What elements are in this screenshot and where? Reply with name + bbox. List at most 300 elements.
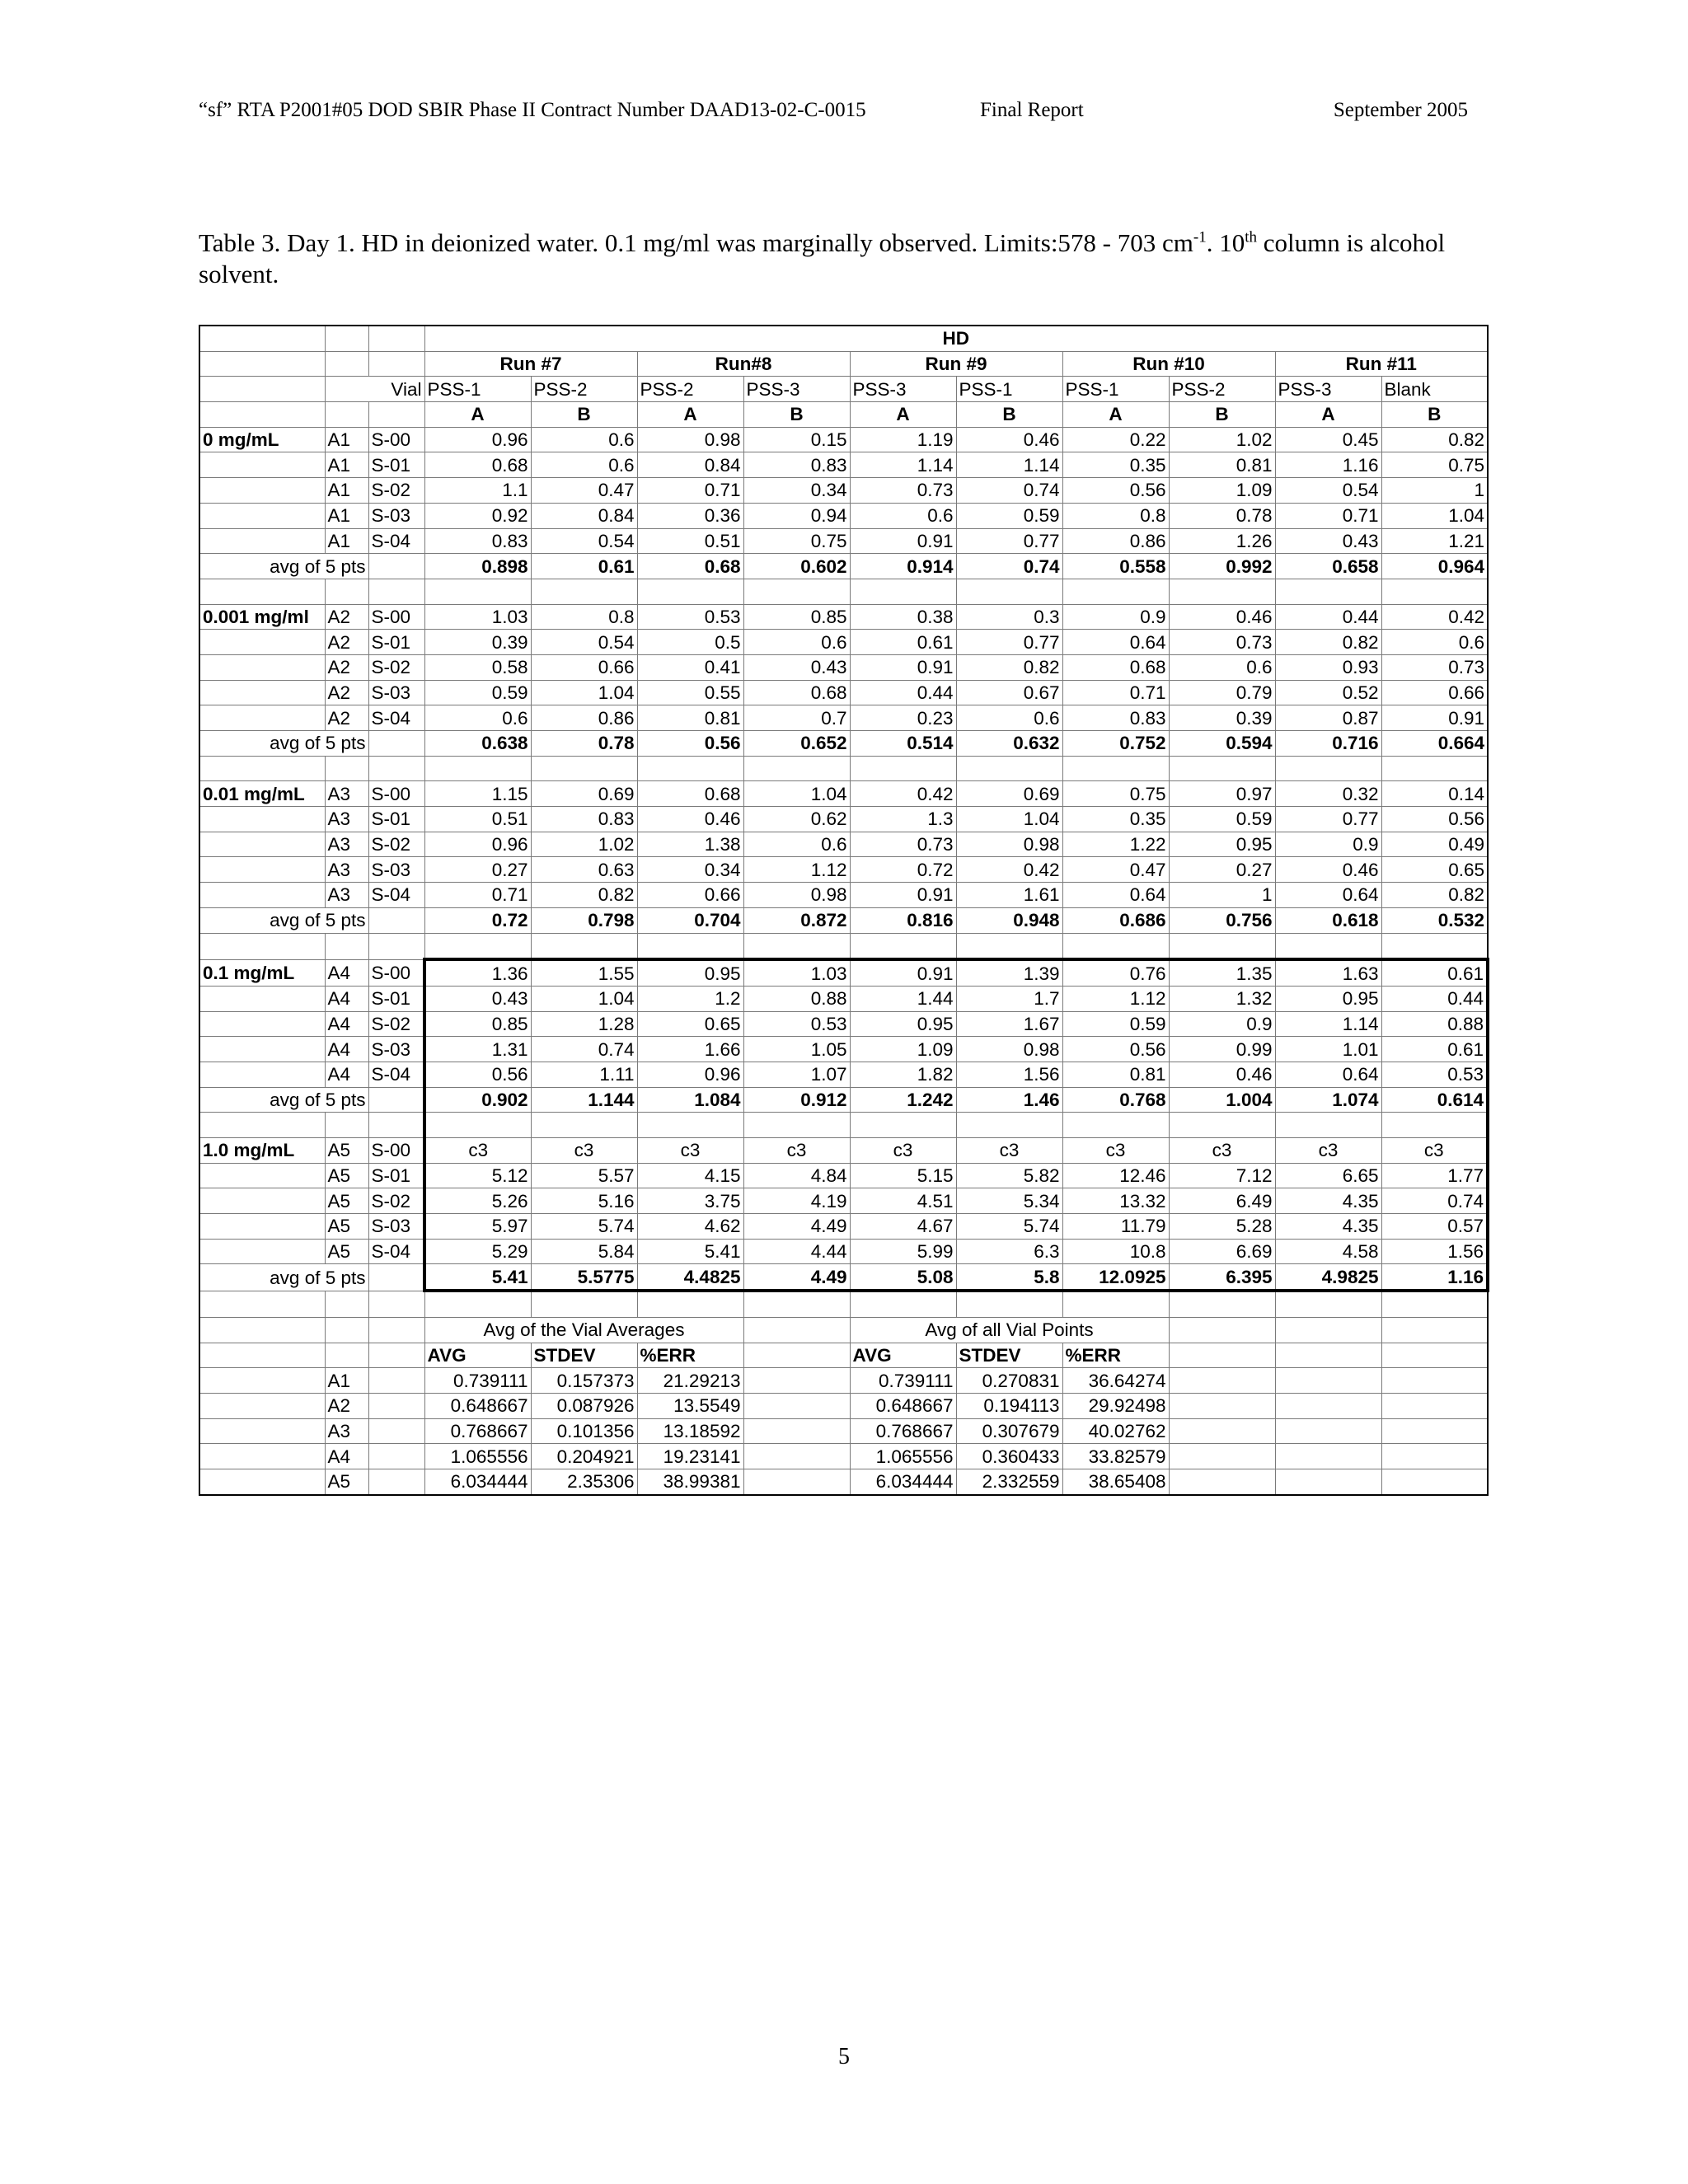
vial-id: A3 [325, 781, 368, 807]
empty-cell [199, 1343, 325, 1368]
empty-cell [325, 326, 368, 351]
empty-cell [1381, 756, 1488, 781]
caption-superscript: -1 [1193, 228, 1207, 246]
empty-cell [199, 654, 325, 680]
value-cell: 4.58 [1275, 1239, 1381, 1264]
sample-id: S-00 [368, 604, 424, 630]
average-value: 4.9825 [1275, 1264, 1381, 1291]
sample-id: S-01 [368, 807, 424, 832]
value-cell: 4.51 [850, 1188, 956, 1214]
average-value: 0.602 [743, 554, 850, 579]
vial-id: A4 [325, 1062, 368, 1087]
value-cell: 0.66 [531, 654, 637, 680]
value-cell: 0.43 [743, 654, 850, 680]
empty-cell [1275, 756, 1381, 781]
average-label: avg of 5 pts [199, 731, 368, 757]
empty-cell [637, 1291, 743, 1317]
value-cell: 0.96 [424, 427, 531, 452]
summary-value: 0.768667 [424, 1418, 531, 1444]
vial-id: A4 [325, 959, 368, 986]
value-cell: 0.61 [850, 630, 956, 655]
value-cell: 1.14 [1275, 1011, 1381, 1037]
average-value: 0.61 [531, 554, 637, 579]
empty-cell [1381, 1113, 1488, 1138]
average-value: 0.798 [531, 907, 637, 933]
empty-cell [368, 1368, 424, 1394]
value-cell: 0.91 [850, 654, 956, 680]
value-cell: 0.8 [531, 604, 637, 630]
empty-cell [531, 1291, 637, 1317]
average-value: 1.084 [637, 1087, 743, 1113]
vial-id: A2 [325, 654, 368, 680]
average-value: 6.395 [1169, 1264, 1275, 1291]
value-cell: 0.65 [1381, 857, 1488, 883]
value-cell: 0.52 [1275, 680, 1381, 705]
value-cell: 1.39 [956, 959, 1062, 986]
empty-cell [1381, 1343, 1488, 1368]
empty-cell [850, 1291, 956, 1317]
sample-id: S-01 [368, 452, 424, 478]
pss-header: PSS-2 [1169, 377, 1275, 402]
summary-value: 13.5549 [637, 1393, 743, 1418]
sample-id: S-03 [368, 680, 424, 705]
value-cell: 0.86 [1062, 528, 1169, 554]
empty-cell [325, 1113, 368, 1138]
empty-cell [199, 1418, 325, 1444]
value-cell: 0.59 [956, 503, 1062, 528]
hd-results-table [199, 325, 1489, 1496]
vial-id: A2 [325, 705, 368, 731]
summary-value: 40.02762 [1062, 1418, 1169, 1444]
value-cell: 0.68 [424, 452, 531, 478]
average-value: 0.752 [1062, 731, 1169, 757]
value-cell: 0.96 [637, 1062, 743, 1087]
average-value: 1.004 [1169, 1087, 1275, 1113]
average-value: 1.144 [531, 1087, 637, 1113]
empty-cell [1381, 1317, 1488, 1343]
empty-cell [199, 1062, 325, 1087]
vial-id: A1 [325, 1368, 368, 1394]
empty-cell [199, 705, 325, 731]
value-cell: 0.82 [1381, 883, 1488, 908]
average-value: 0.948 [956, 907, 1062, 933]
empty-cell [1062, 756, 1169, 781]
vial-id: A5 [325, 1239, 368, 1264]
empty-cell [368, 1343, 424, 1368]
empty-cell [1275, 1113, 1381, 1138]
average-value: 0.768 [1062, 1087, 1169, 1113]
ab-header: B [531, 402, 637, 428]
empty-cell [199, 351, 325, 377]
value-cell: 0.32 [1275, 781, 1381, 807]
value-cell: 5.29 [424, 1239, 531, 1264]
pss-header: PSS-2 [531, 377, 637, 402]
value-cell: 0.42 [956, 857, 1062, 883]
empty-cell [368, 731, 424, 757]
value-cell: c3 [1275, 1138, 1381, 1164]
summary-title-row [199, 1317, 1488, 1343]
value-cell: 0.63 [531, 857, 637, 883]
value-cell: 0.73 [850, 478, 956, 504]
empty-cell [368, 1317, 424, 1343]
value-cell: 0.35 [1062, 807, 1169, 832]
value-cell: 0.27 [424, 857, 531, 883]
value-cell: 0.47 [1062, 857, 1169, 883]
average-value: 0.704 [637, 907, 743, 933]
value-cell: 6.49 [1169, 1188, 1275, 1214]
vial-id: A3 [325, 832, 368, 857]
value-cell: 0.64 [1062, 883, 1169, 908]
value-cell: 1.61 [956, 883, 1062, 908]
value-cell: 0.98 [743, 883, 850, 908]
empty-cell [956, 933, 1062, 959]
value-cell: 5.84 [531, 1239, 637, 1264]
average-value: 0.816 [850, 907, 956, 933]
empty-cell [956, 1291, 1062, 1317]
empty-cell [199, 680, 325, 705]
header-row-ab [199, 402, 1488, 428]
value-cell: 0.62 [743, 807, 850, 832]
sample-id: S-00 [368, 959, 424, 986]
value-cell: 0.42 [850, 781, 956, 807]
average-value: 12.0925 [1062, 1264, 1169, 1291]
empty-cell [743, 1418, 850, 1444]
summary-col-header: STDEV [956, 1343, 1062, 1368]
empty-cell [424, 579, 531, 604]
table-row [199, 427, 1488, 452]
value-cell: 0.68 [637, 781, 743, 807]
value-cell: 0.38 [850, 604, 956, 630]
value-cell: 0.72 [850, 857, 956, 883]
value-cell: 0.66 [637, 883, 743, 908]
empty-cell [850, 933, 956, 959]
vial-id: A2 [325, 1393, 368, 1418]
value-cell: 1.04 [531, 986, 637, 1011]
value-cell: 1.04 [956, 807, 1062, 832]
pss-header: PSS-1 [1062, 377, 1169, 402]
empty-cell [1062, 933, 1169, 959]
average-row [199, 907, 1488, 933]
table-row [199, 604, 1488, 630]
empty-cell [368, 933, 424, 959]
empty-cell [1169, 1444, 1275, 1469]
empty-cell [424, 1113, 531, 1138]
empty-cell [1169, 933, 1275, 959]
ab-header: A [424, 402, 531, 428]
value-cell: 0.81 [1062, 1062, 1169, 1087]
empty-cell [637, 1113, 743, 1138]
value-cell: 1.01 [1275, 1037, 1381, 1062]
average-value: 0.638 [424, 731, 531, 757]
value-cell: 0.44 [850, 680, 956, 705]
average-value: 1.46 [956, 1087, 1062, 1113]
table-row [199, 630, 1488, 655]
value-cell: 0.65 [637, 1011, 743, 1037]
empty-cell [1169, 1317, 1275, 1343]
value-cell: 1.21 [1381, 528, 1488, 554]
ab-header: A [1275, 402, 1381, 428]
average-value: 0.74 [956, 554, 1062, 579]
summary-col-header: %ERR [1062, 1343, 1169, 1368]
empty-cell [1275, 1343, 1381, 1368]
value-cell: 1.28 [531, 1011, 637, 1037]
empty-cell [199, 756, 325, 781]
value-cell: 0.46 [1169, 604, 1275, 630]
empty-cell [424, 756, 531, 781]
empty-cell [424, 1291, 531, 1317]
sample-id: S-02 [368, 478, 424, 504]
value-cell: 0.77 [956, 528, 1062, 554]
page-header [199, 99, 1468, 127]
summary-value: 0.204921 [531, 1444, 637, 1469]
empty-cell [1169, 579, 1275, 604]
group-label: HD [424, 326, 1488, 351]
table-row [199, 959, 1488, 986]
value-cell: 1.12 [743, 857, 850, 883]
empty-cell [368, 1113, 424, 1138]
summary-value: 0.360433 [956, 1444, 1062, 1469]
pss-header: PSS-3 [850, 377, 956, 402]
run-header: Run #9 [850, 351, 1062, 377]
summary-value: 21.29213 [637, 1368, 743, 1394]
empty-cell [1169, 1469, 1275, 1494]
value-cell: 1 [1381, 478, 1488, 504]
summary-value: 19.23141 [637, 1444, 743, 1469]
value-cell: 0.57 [1381, 1214, 1488, 1240]
empty-cell [199, 478, 325, 504]
value-cell: 0.23 [850, 705, 956, 731]
value-cell: 4.49 [743, 1214, 850, 1240]
average-value: 5.8 [956, 1264, 1062, 1291]
average-value: 1.074 [1275, 1087, 1381, 1113]
concentration-label: 0 mg/mL [199, 427, 325, 452]
empty-cell [368, 579, 424, 604]
value-cell: 0.51 [637, 528, 743, 554]
empty-cell [531, 933, 637, 959]
value-cell: 0.95 [1169, 832, 1275, 857]
caption-text: Table 3. Day 1. HD in deionized water. 0.1 mg/ml was marginally observed. Limits:578 - 703 cm [199, 228, 1193, 257]
summary-row [199, 1368, 1488, 1394]
empty-cell [368, 1291, 424, 1317]
value-cell: 5.57 [531, 1163, 637, 1188]
summary-value: 0.101356 [531, 1418, 637, 1444]
value-cell: 0.64 [1062, 630, 1169, 655]
header-contract: “sf” RTA P2001#05 DOD SBIR Phase II Contract Number DAAD13-02-C-0015 [199, 99, 866, 121]
empty-cell [368, 756, 424, 781]
table-row [199, 654, 1488, 680]
summary-col-header: AVG [424, 1343, 531, 1368]
empty-cell [743, 1343, 850, 1368]
value-cell: 1.09 [1169, 478, 1275, 504]
value-cell: 0.64 [1275, 883, 1381, 908]
value-cell: c3 [424, 1138, 531, 1164]
value-cell: 0.91 [1381, 705, 1488, 731]
empty-cell [199, 986, 325, 1011]
empty-cell [199, 1368, 325, 1394]
summary-row [199, 1393, 1488, 1418]
value-cell: 3.75 [637, 1188, 743, 1214]
value-cell: 6.65 [1275, 1163, 1381, 1188]
value-cell: 0.75 [743, 528, 850, 554]
empty-cell [1062, 1291, 1169, 1317]
average-value: 0.716 [1275, 731, 1381, 757]
value-cell: 1.14 [956, 452, 1062, 478]
value-cell: 0.79 [1169, 680, 1275, 705]
value-cell: 0.43 [1275, 528, 1381, 554]
empty-cell [743, 1113, 850, 1138]
empty-cell [531, 579, 637, 604]
table-row [199, 1214, 1488, 1240]
empty-cell [743, 1368, 850, 1394]
value-cell: c3 [956, 1138, 1062, 1164]
empty-cell [531, 1113, 637, 1138]
empty-cell [743, 1469, 850, 1494]
empty-cell [199, 1163, 325, 1188]
value-cell: 0.6 [850, 503, 956, 528]
sample-id: S-00 [368, 427, 424, 452]
empty-cell [199, 1214, 325, 1240]
empty-cell [199, 579, 325, 604]
empty-cell [199, 1037, 325, 1062]
sample-id: S-03 [368, 1214, 424, 1240]
average-value: 5.5775 [531, 1264, 637, 1291]
value-cell: 5.34 [956, 1188, 1062, 1214]
sample-id: S-04 [368, 705, 424, 731]
empty-cell [1169, 1291, 1275, 1317]
value-cell: 0.66 [1381, 680, 1488, 705]
value-cell: 4.15 [637, 1163, 743, 1188]
value-cell: 6.3 [956, 1239, 1062, 1264]
sample-id: S-04 [368, 1239, 424, 1264]
average-row [199, 1087, 1488, 1113]
concentration-label: 1.0 mg/mL [199, 1138, 325, 1164]
value-cell: 5.74 [531, 1214, 637, 1240]
table-row [199, 807, 1488, 832]
summary-row [199, 1418, 1488, 1444]
value-cell: 0.53 [637, 604, 743, 630]
value-cell: 0.95 [850, 1011, 956, 1037]
vial-id: A1 [325, 503, 368, 528]
value-cell: 0.6 [956, 705, 1062, 731]
empty-cell [199, 1011, 325, 1037]
sample-id: S-03 [368, 503, 424, 528]
average-value: 0.56 [637, 731, 743, 757]
empty-cell [325, 1317, 368, 1343]
value-cell: 0.6 [424, 705, 531, 731]
average-value: 0.686 [1062, 907, 1169, 933]
summary-value: 1.065556 [424, 1444, 531, 1469]
empty-cell [424, 933, 531, 959]
table-row [199, 986, 1488, 1011]
average-value: 1.242 [850, 1087, 956, 1113]
value-cell: 0.53 [1381, 1062, 1488, 1087]
value-cell: 0.87 [1275, 705, 1381, 731]
average-value: 0.652 [743, 731, 850, 757]
table-row [199, 1188, 1488, 1214]
value-cell: 1.44 [850, 986, 956, 1011]
value-cell: 0.44 [1381, 986, 1488, 1011]
empty-cell [199, 1393, 325, 1418]
header-row-runs [199, 351, 1488, 377]
summary-value: 6.034444 [424, 1469, 531, 1494]
sample-id: S-03 [368, 857, 424, 883]
vial-id: A4 [325, 1011, 368, 1037]
value-cell: 10.8 [1062, 1239, 1169, 1264]
summary-value: 13.18592 [637, 1418, 743, 1444]
average-value: 4.49 [743, 1264, 850, 1291]
table-row [199, 781, 1488, 807]
empty-cell [1062, 579, 1169, 604]
value-cell: 0.96 [424, 832, 531, 857]
value-cell: 0.82 [1275, 630, 1381, 655]
value-cell: 1.66 [637, 1037, 743, 1062]
value-cell: 0.46 [1169, 1062, 1275, 1087]
vial-id: A2 [325, 680, 368, 705]
value-cell: 11.79 [1062, 1214, 1169, 1240]
average-value: 0.514 [850, 731, 956, 757]
summary-col-header: %ERR [637, 1343, 743, 1368]
table-row [199, 1138, 1488, 1164]
vial-id: A1 [325, 452, 368, 478]
ab-header: B [1381, 402, 1488, 428]
empty-cell [199, 832, 325, 857]
average-value: 5.08 [850, 1264, 956, 1291]
empty-cell [199, 1291, 325, 1317]
sample-id: S-02 [368, 1188, 424, 1214]
vial-id: A5 [325, 1163, 368, 1188]
empty-cell [368, 1469, 424, 1494]
empty-cell [743, 579, 850, 604]
value-cell: 0.6 [531, 427, 637, 452]
value-cell: 1.82 [850, 1062, 956, 1087]
empty-cell [199, 1188, 325, 1214]
empty-cell [1381, 933, 1488, 959]
empty-cell [325, 351, 368, 377]
value-cell: 0.67 [956, 680, 1062, 705]
pss-header: PSS-2 [637, 377, 743, 402]
value-cell: 0.73 [1381, 654, 1488, 680]
empty-cell [1169, 1393, 1275, 1418]
value-cell: 0.55 [637, 680, 743, 705]
sample-id: S-04 [368, 528, 424, 554]
average-value: 4.4825 [637, 1264, 743, 1291]
average-value: 0.756 [1169, 907, 1275, 933]
vial-id: A4 [325, 986, 368, 1011]
value-cell: 7.12 [1169, 1163, 1275, 1188]
value-cell: 1.03 [743, 959, 850, 986]
table-row [199, 503, 1488, 528]
value-cell: 0.46 [1275, 857, 1381, 883]
empty-cell [325, 402, 368, 428]
value-cell: c3 [850, 1138, 956, 1164]
empty-cell [850, 756, 956, 781]
value-cell: 1.67 [956, 1011, 1062, 1037]
summary-value: 0.307679 [956, 1418, 1062, 1444]
empty-cell [1169, 1368, 1275, 1394]
value-cell: 0.91 [850, 528, 956, 554]
empty-cell [325, 933, 368, 959]
sample-id: S-01 [368, 986, 424, 1011]
value-cell: 5.82 [956, 1163, 1062, 1188]
empty-cell [1381, 1444, 1488, 1469]
value-cell: 4.62 [637, 1214, 743, 1240]
table-caption [199, 227, 1489, 290]
value-cell: 0.27 [1169, 857, 1275, 883]
value-cell: 1.11 [531, 1062, 637, 1087]
summary-value: 0.270831 [956, 1368, 1062, 1394]
value-cell: 0.56 [1062, 478, 1169, 504]
value-cell: 0.34 [743, 478, 850, 504]
